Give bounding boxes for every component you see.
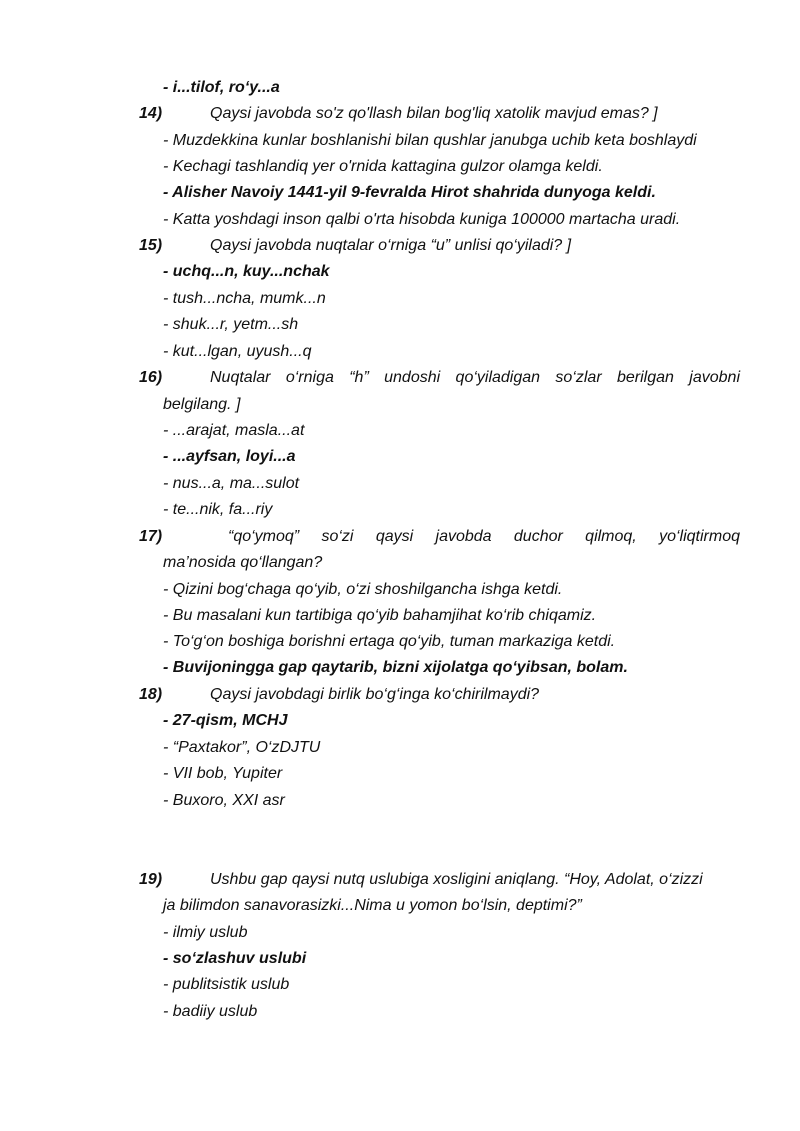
answer-option-correct: - ...ayfsan, loyi...a (163, 448, 296, 465)
answer-option: - kut...lgan, uyush...q (163, 343, 312, 360)
question-text: Ushbu gap qaysi nutq uslubiga xosligini aniqlang. “Hoy, Adolat, o‘zizzi (210, 871, 703, 888)
answer-option: - ilmiy uslub (163, 924, 248, 941)
answer-option: - “Paxtakor”, O‘zDJTU (163, 739, 321, 756)
answer-option: - To‘g‘on boshiga borishni ertaga qo‘yib, tuman markaziga ketdi. (163, 633, 616, 650)
question-text-continued: belgilang. ] (163, 396, 241, 413)
answer-option-correct: - Buvijoningga gap qaytarib, bizni xijolatga qo‘yibsan, bolam. (163, 659, 628, 676)
answer-option: - te...nik, fa...riy (163, 501, 273, 518)
answer-option: - publitsistik uslub (163, 976, 290, 993)
answer-option: - ...arajat, masla...at (163, 422, 305, 439)
question-text: “qo‘ymoq” so‘zi qaysi javobda duchor qilmoq, yo‘liqtirmoq (228, 528, 740, 545)
question-number: 16) (139, 369, 163, 386)
question-text: Qaysi javobdagi birlik bo‘g‘inga ko‘chirilmaydi? (210, 686, 540, 703)
question-text-continued: ma’nosida qo‘llangan? (163, 554, 323, 571)
answer-option: - Qizini bog‘chaga qo‘yib, o‘zi shoshilgancha ishga ketdi. (163, 581, 563, 598)
answer-option: - badiiy uslub (163, 1003, 258, 1020)
answer-option: - tush...ncha, mumk...n (163, 290, 326, 307)
answer-option-correct: - i...tilof, ro‘y...a (163, 79, 280, 96)
question-number: 18) (139, 686, 163, 703)
question-text: Qaysi javobda nuqtalar o‘rniga “u” unlisi qo‘yiladi? ] (210, 237, 572, 254)
question-number: 17) (139, 528, 163, 545)
answer-option: - Muzdekkina kunlar boshlanishi bilan qushlar janubga uchib keta boshlaydi (163, 132, 697, 149)
answer-option: - VII bob, Yupiter (163, 765, 283, 782)
answer-option: - Buxoro, XXI asr (163, 792, 285, 809)
answer-option-correct: - Alisher Navoiy 1441-yil 9-fevralda Hirot shahrida dunyoga keldi. (163, 184, 656, 201)
question-number: 14) (139, 105, 163, 122)
answer-option: - Kechagi tashlandiq yer o'rnida kattagina gulzor olamga keldi. (163, 158, 603, 175)
answer-option: - Katta yoshdagi inson qalbi o'rta hisobda kuniga 100000 martacha uradi. (163, 211, 681, 228)
question-number: 19) (139, 871, 163, 888)
answer-option-correct: - 27-qism, MCHJ (163, 712, 288, 729)
question-text-continued: ja bilimdon sanavorasizki...Nima u yomon bo‘lsin, deptimi?” (163, 897, 582, 914)
question-text: Qaysi javobda so'z qo'llash bilan bog'liq xatolik mavjud emas? ] (210, 105, 658, 122)
answer-option: - Bu masalani kun tartibiga qo‘yib bahamjihat ko‘rib chiqamiz. (163, 607, 597, 624)
answer-option: - nus...a, ma...sulot (163, 475, 300, 492)
answer-option-correct: - uchq...n, kuy...nchak (163, 263, 330, 280)
question-text: Nuqtalar o‘rniga “h” undoshi qo‘yiladigan so‘zlar berilgan javobni (210, 369, 740, 386)
answer-option: - shuk...r, yetm...sh (163, 316, 299, 333)
question-number: 15) (139, 237, 163, 254)
answer-option-correct: - so‘zlashuv uslubi (163, 950, 307, 967)
